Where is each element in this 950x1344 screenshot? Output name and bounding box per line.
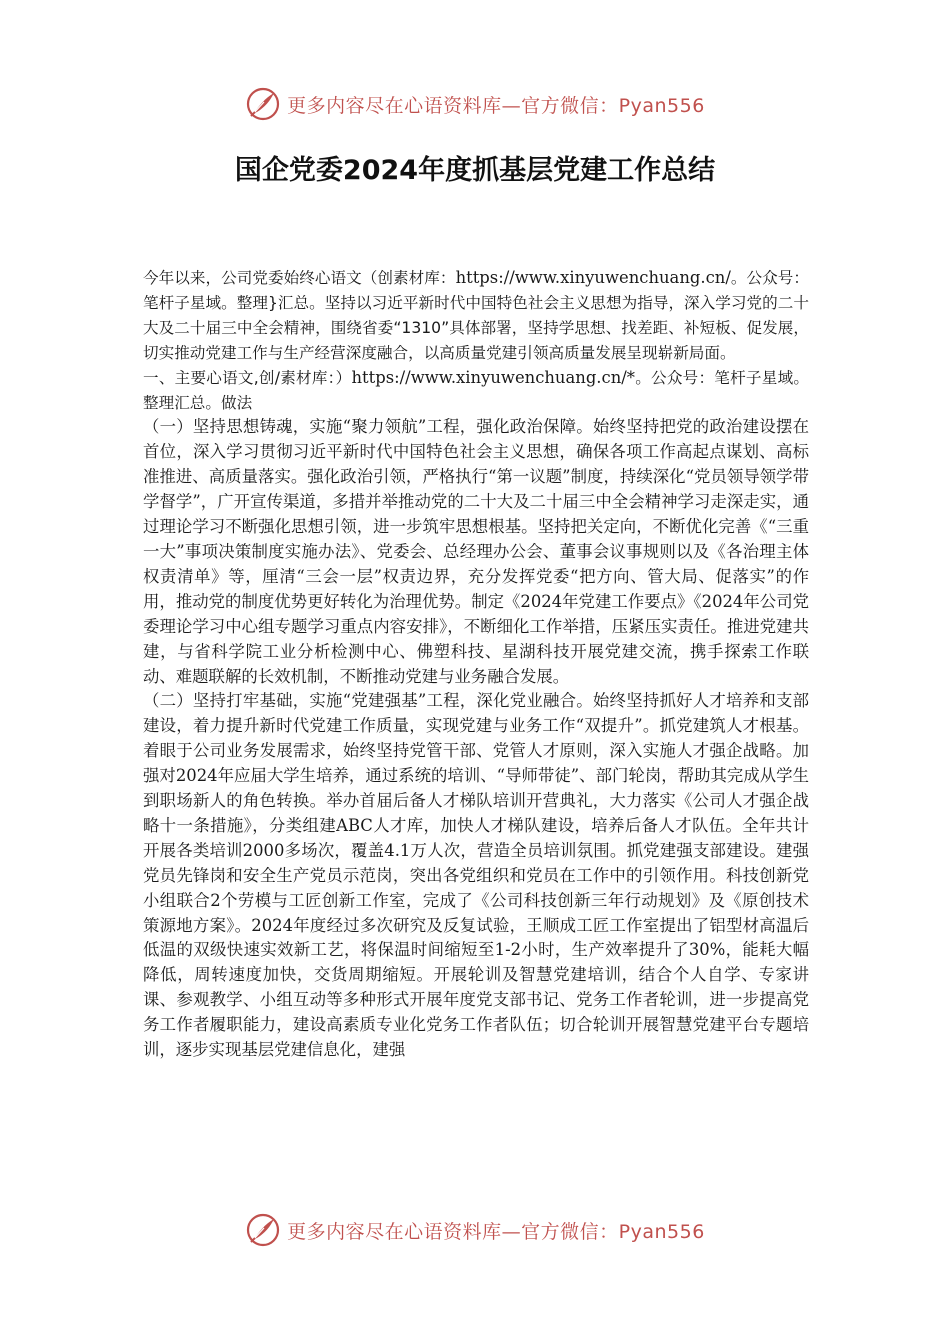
intro-lead: 今年以来，公司党委始终心语文（创素材库： bbox=[143, 269, 456, 287]
paragraph-1: （一）坚持思想铸魂，实施“聚力领航”工程，强化政治保障。始终坚持把党的政治建设摆在首位，深入学习贯彻习近平新时代中国特色社会主义思想，确保各项工作高起点谋划、高标准推进、高质量落实。强化政治引领，严格执行“第一议题”制度，持续深化“党员领导领学带学督学”，广开宣传渠道，多措并举推动党的二十大及二十届三中全会精神学习走深走实，通过理论学习不断强化思想引领，进一步筑牢思想根基。坚持把关定向，不断优化完善《“三重一大”事项决策制度实施办法》、党委会、总经理办公会、董事会议事规则以及《各治理主体权责清单》等，厘清“三会一层”权责边界，充分发挥党委“把方向、管大局、促落实”的作用，推动党的制度优势更好转化为治理优势。制定《2024年党建工作要点》《2024年公司党委理论学习中心组专题学习重点内容安排》，不断细化工作举措，压紧压实责任。推进党建共建，与省科学院工业分析检测中心、佛塑科技、星湖科技开展党建交流，携手探索工作联动、难题联解的长效机制，不断推动党建与业务融合发展。 bbox=[143, 417, 809, 686]
heading1-url: https://www.xinyuwenchuang.cn/* bbox=[351, 367, 635, 387]
feather-pen-logo-icon bbox=[245, 1212, 281, 1248]
watermark-wechat-id: Pyan556 bbox=[618, 94, 705, 117]
document-body bbox=[143, 266, 809, 1063]
watermark-banner-bottom bbox=[0, 1210, 950, 1250]
watermark-banner-top bbox=[0, 84, 950, 124]
section-heading-1 bbox=[143, 366, 809, 416]
feather-pen-logo-icon bbox=[245, 86, 281, 122]
paragraph-2: （二）坚持打牢基础，实施“党建强基”工程，深化党业融合。始终坚持抓好人才培养和支部建设，着力提升新时代党建工作质量，实现党建与业务工作“双提升”。抓党建筑人才根基。着眼于公司业务发展需求，始终坚持党管干部、党管人才原则，深入实施人才强企战略。加强对2024年应届大学生培养，通过系统的培训、“导师带徒”、部门轮岗，帮助其完成从学生到职场新人的角色转换。举办首届后备人才梯队培训开营典礼，大力落实《公司人才强企战略十一条措施》，分类组建ABC人才库，加快人才梯队建设，培养后备人才队伍。全年共计开展各类培训2000多场次，覆盖4.1万人次，营造全员培训氛围。抓党建强支部建设。建强党员先锋岗和安全生产党员示范岗，突出各党组织和党员在工作中的引领作用。科技创新党小组联合2个劳模与工匠创新工作室，完成了《公司科技创新三年行动规划》及《原创技术策源地方案》。2024年度经过多次研究及反复试验，王顺成工匠工作室提出了铝型材高温后低温的双级快速实效新工艺，将保温时间缩短至1-2小时，生产效率提升了30%，能耗大幅降低，周转速度加快，交货周期缩短。开展轮训及智慧党建培训，结合个人自学、专家讲课、参观教学、小组互动等多种形式开展年度党支部书记、党务工作者轮训，进一步提高党务工作者履职能力，建设高素质专业化党务工作者队伍；切合轮训开展智慧党建平台专题培训，逐步实现基层党建信息化，建强 bbox=[143, 691, 809, 1060]
heading1-tail: 。公众号：笔杆子星域。整理汇总。做法 bbox=[143, 368, 809, 412]
watermark-wechat-id: Pyan556 bbox=[618, 1220, 705, 1243]
document-title: 国企党委2024年度抓基层党建工作总结 bbox=[234, 155, 716, 186]
watermark-text bbox=[287, 1217, 705, 1244]
intro-tail: 。公众号：笔杆子星域。整理}汇总。坚持以习近平新时代中国特色社会主义思想为指导，深入学习党的二十大及二十届三中全会精神，围绕省委“1310”具体部署，坚持学思想、找差距、补短板、促发展，切实推动党建工作与生产经营深度融合，以高质量党建引领高质量发展呈现崭新局面。 bbox=[143, 269, 809, 362]
intro-url: https://www.xinyuwenchuang.cn/ bbox=[455, 268, 731, 287]
heading1-lead: 一、主要心语文,创/素材库：） bbox=[143, 368, 352, 387]
watermark-text bbox=[287, 91, 705, 118]
watermark-label: 更多内容尽在心语资料库—官方微信： bbox=[287, 1220, 619, 1243]
watermark-label: 更多内容尽在心语资料库—官方微信： bbox=[287, 94, 619, 117]
intro-paragraph bbox=[143, 266, 809, 366]
